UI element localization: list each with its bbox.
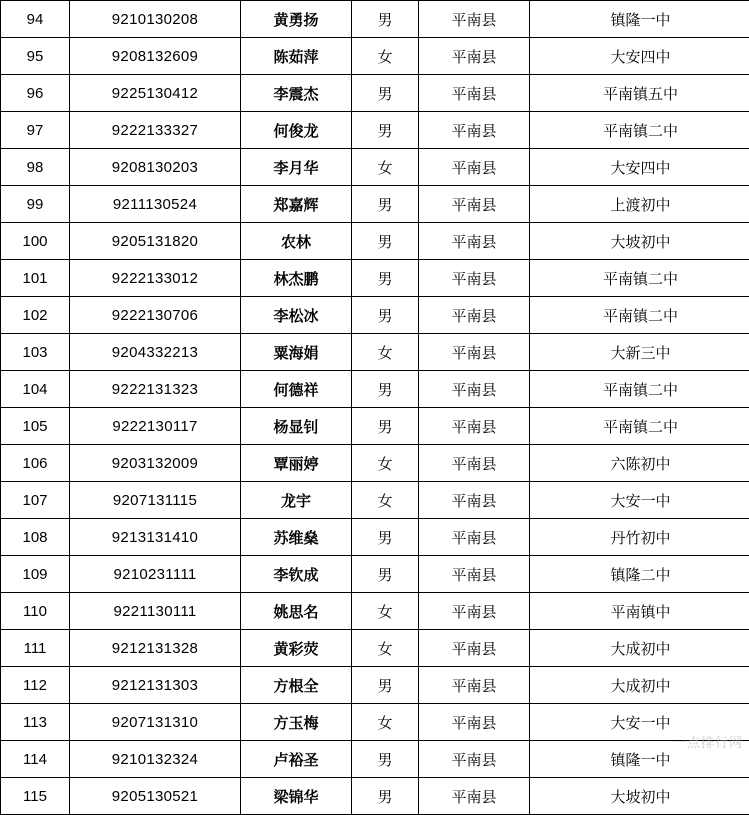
cell-region: 平南县 <box>419 334 530 371</box>
cell-gender: 男 <box>352 260 419 297</box>
cell-region: 平南县 <box>419 408 530 445</box>
cell-name: 林杰鹏 <box>241 260 352 297</box>
table-row <box>1 778 749 815</box>
cell-region: 平南县 <box>419 704 530 741</box>
cell-name: 梁锦华 <box>241 778 352 815</box>
cell-id: 9222130117 <box>70 408 241 445</box>
cell-region: 平南县 <box>419 556 530 593</box>
cell-gender: 女 <box>352 445 419 482</box>
cell-region: 平南县 <box>419 593 530 630</box>
cell-region: 平南县 <box>419 667 530 704</box>
cell-index: 97 <box>1 112 70 149</box>
cell-id: 9211130524 <box>70 186 241 223</box>
cell-id: 9204332213 <box>70 334 241 371</box>
cell-region: 平南县 <box>419 371 530 408</box>
cell-school: 丹竹初中 <box>530 519 749 556</box>
cell-region: 平南县 <box>419 630 530 667</box>
cell-region: 平南县 <box>419 482 530 519</box>
cell-id: 9212131328 <box>70 630 241 667</box>
cell-school: 平南镇二中 <box>530 371 749 408</box>
cell-id: 9207131310 <box>70 704 241 741</box>
cell-name: 何俊龙 <box>241 112 352 149</box>
table-row <box>1 186 749 223</box>
cell-id: 9222133327 <box>70 112 241 149</box>
cell-gender: 男 <box>352 778 419 815</box>
cell-school: 大坡初中 <box>530 778 749 815</box>
cell-region: 平南县 <box>419 223 530 260</box>
cell-school: 镇隆一中 <box>530 741 749 778</box>
cell-region: 平南县 <box>419 149 530 186</box>
cell-region: 平南县 <box>419 38 530 75</box>
cell-id: 9208132609 <box>70 38 241 75</box>
table-row <box>1 741 749 778</box>
cell-index: 114 <box>1 741 70 778</box>
cell-index: 95 <box>1 38 70 75</box>
cell-region: 平南县 <box>419 112 530 149</box>
cell-school: 大安一中 <box>530 704 749 741</box>
table-row <box>1 38 749 75</box>
cell-name: 姚思名 <box>241 593 352 630</box>
table-row <box>1 112 749 149</box>
cell-id: 9203132009 <box>70 445 241 482</box>
cell-name: 农林 <box>241 223 352 260</box>
cell-region: 平南县 <box>419 186 530 223</box>
cell-gender: 男 <box>352 519 419 556</box>
cell-gender: 男 <box>352 297 419 334</box>
cell-school: 平南镇二中 <box>530 112 749 149</box>
cell-index: 98 <box>1 149 70 186</box>
cell-id: 9225130412 <box>70 75 241 112</box>
table-row <box>1 556 749 593</box>
table-row <box>1 704 749 741</box>
cell-id: 9222130706 <box>70 297 241 334</box>
table-row <box>1 334 749 371</box>
cell-name: 李松冰 <box>241 297 352 334</box>
cell-index: 113 <box>1 704 70 741</box>
cell-index: 112 <box>1 667 70 704</box>
cell-gender: 女 <box>352 630 419 667</box>
cell-name: 龙宇 <box>241 482 352 519</box>
cell-region: 平南县 <box>419 778 530 815</box>
cell-index: 99 <box>1 186 70 223</box>
cell-school: 大新三中 <box>530 334 749 371</box>
cell-region: 平南县 <box>419 445 530 482</box>
table-row <box>1 371 749 408</box>
cell-school: 平南镇中 <box>530 593 749 630</box>
cell-school: 平南镇二中 <box>530 408 749 445</box>
cell-index: 108 <box>1 519 70 556</box>
cell-name: 卢裕圣 <box>241 741 352 778</box>
cell-region: 平南县 <box>419 75 530 112</box>
cell-index: 105 <box>1 408 70 445</box>
cell-name: 方根全 <box>241 667 352 704</box>
cell-index: 94 <box>1 1 70 38</box>
cell-school: 大成初中 <box>530 667 749 704</box>
cell-gender: 男 <box>352 223 419 260</box>
cell-index: 102 <box>1 297 70 334</box>
cell-name: 黄彩荧 <box>241 630 352 667</box>
cell-region: 平南县 <box>419 519 530 556</box>
cell-index: 110 <box>1 593 70 630</box>
cell-school: 大成初中 <box>530 630 749 667</box>
cell-region: 平南县 <box>419 741 530 778</box>
cell-gender: 男 <box>352 371 419 408</box>
cell-index: 96 <box>1 75 70 112</box>
cell-gender: 男 <box>352 75 419 112</box>
cell-gender: 女 <box>352 593 419 630</box>
cell-name: 何德祥 <box>241 371 352 408</box>
cell-school: 上渡初中 <box>530 186 749 223</box>
cell-gender: 女 <box>352 704 419 741</box>
cell-name: 陈茹萍 <box>241 38 352 75</box>
cell-gender: 男 <box>352 556 419 593</box>
cell-name: 方玉梅 <box>241 704 352 741</box>
cell-index: 100 <box>1 223 70 260</box>
cell-gender: 女 <box>352 334 419 371</box>
cell-id: 9210130208 <box>70 1 241 38</box>
cell-gender: 男 <box>352 1 419 38</box>
cell-school: 大安一中 <box>530 482 749 519</box>
cell-region: 平南县 <box>419 297 530 334</box>
table-row <box>1 519 749 556</box>
cell-name: 黄勇扬 <box>241 1 352 38</box>
table-row <box>1 1 749 38</box>
watermark-text: 一点排行网 <box>673 732 743 751</box>
cell-index: 109 <box>1 556 70 593</box>
cell-gender: 女 <box>352 482 419 519</box>
cell-name: 粟海娟 <box>241 334 352 371</box>
cell-gender: 男 <box>352 186 419 223</box>
cell-region: 平南县 <box>419 1 530 38</box>
cell-gender: 女 <box>352 38 419 75</box>
cell-school: 镇隆一中 <box>530 1 749 38</box>
cell-name: 李月华 <box>241 149 352 186</box>
cell-index: 104 <box>1 371 70 408</box>
cell-name: 郑嘉辉 <box>241 186 352 223</box>
cell-name: 覃丽婷 <box>241 445 352 482</box>
table-row <box>1 593 749 630</box>
cell-id: 9210132324 <box>70 741 241 778</box>
cell-school: 大坡初中 <box>530 223 749 260</box>
cell-id: 9207131115 <box>70 482 241 519</box>
cell-gender: 女 <box>352 149 419 186</box>
cell-name: 苏维燊 <box>241 519 352 556</box>
table-body <box>1 1 749 815</box>
table-row <box>1 630 749 667</box>
cell-school: 平南镇二中 <box>530 297 749 334</box>
table-row <box>1 223 749 260</box>
table-row <box>1 75 749 112</box>
table-row <box>1 260 749 297</box>
cell-name: 杨显钊 <box>241 408 352 445</box>
table-row <box>1 297 749 334</box>
table-row <box>1 149 749 186</box>
cell-gender: 男 <box>352 667 419 704</box>
table-row <box>1 667 749 704</box>
cell-school: 六陈初中 <box>530 445 749 482</box>
cell-name: 李钦成 <box>241 556 352 593</box>
cell-gender: 男 <box>352 408 419 445</box>
cell-id: 9222131323 <box>70 371 241 408</box>
cell-id: 9213131410 <box>70 519 241 556</box>
cell-id: 9210231111 <box>70 556 241 593</box>
cell-school: 大安四中 <box>530 149 749 186</box>
table-row <box>1 445 749 482</box>
cell-school: 大安四中 <box>530 38 749 75</box>
cell-region: 平南县 <box>419 260 530 297</box>
cell-id: 9205131820 <box>70 223 241 260</box>
cell-school: 平南镇二中 <box>530 260 749 297</box>
cell-id: 9205130521 <box>70 778 241 815</box>
cell-index: 115 <box>1 778 70 815</box>
table-row <box>1 482 749 519</box>
table-row <box>1 408 749 445</box>
cell-gender: 男 <box>352 741 419 778</box>
cell-index: 101 <box>1 260 70 297</box>
cell-index: 107 <box>1 482 70 519</box>
cell-gender: 男 <box>352 112 419 149</box>
cell-id: 9212131303 <box>70 667 241 704</box>
cell-id: 9208130203 <box>70 149 241 186</box>
cell-index: 103 <box>1 334 70 371</box>
cell-id: 9222133012 <box>70 260 241 297</box>
cell-school: 平南镇五中 <box>530 75 749 112</box>
cell-id: 9221130111 <box>70 593 241 630</box>
cell-index: 111 <box>1 630 70 667</box>
cell-index: 106 <box>1 445 70 482</box>
cell-name: 李震杰 <box>241 75 352 112</box>
cell-school: 镇隆二中 <box>530 556 749 593</box>
